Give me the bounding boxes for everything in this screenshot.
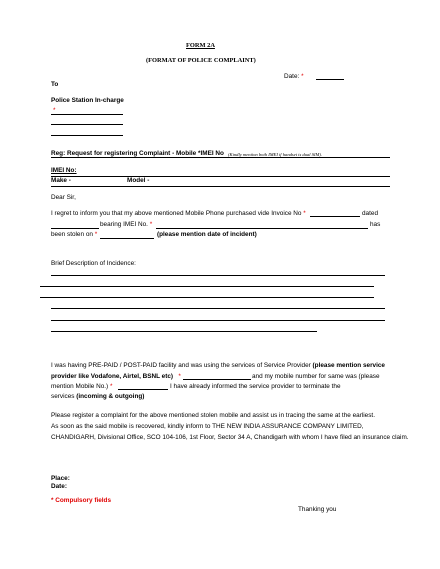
dated-label: dated xyxy=(362,210,378,217)
signature-date-label: Date: xyxy=(51,483,67,490)
reg-subject: Reg: Request for registering Complaint - Mobile *IMEI No xyxy=(51,150,224,157)
recipient-required-marker: * xyxy=(53,107,56,114)
address-line-1[interactable] xyxy=(51,114,123,115)
incident-date-field[interactable] xyxy=(100,238,154,239)
date-field[interactable] xyxy=(316,79,344,80)
brief-description-label: Brief Description of Incidence: xyxy=(51,260,136,267)
recipient-label: Police Station In-charge xyxy=(51,97,124,104)
service-provider-field[interactable] xyxy=(183,379,251,380)
description-line-5[interactable] xyxy=(51,320,385,321)
to-label: To xyxy=(51,81,59,88)
bearing-label: bearing IMEI No. * xyxy=(100,221,153,228)
incident-date-hint: (please mention date of incident) xyxy=(157,231,257,238)
description-line-6[interactable] xyxy=(51,331,317,332)
description-line-4[interactable] xyxy=(51,308,385,309)
date-label: Date: * xyxy=(284,73,304,80)
make-label: Make - xyxy=(51,177,71,184)
place-label: Place: xyxy=(51,475,70,482)
invoice-date-field[interactable] xyxy=(51,228,99,229)
form-subtitle: (FORMAT OF POLICE COMPLAINT) xyxy=(146,57,256,64)
reg-note: (Kindly mention both IMEI if handset is dual SIM). xyxy=(228,152,323,157)
stolen-label: been stolen on * xyxy=(51,231,98,238)
mobile-number-field[interactable] xyxy=(118,389,168,390)
para3-line1: Please register a complaint for the above mentioned stolen mobile and assist us in tracing the same at the earliest. xyxy=(51,412,375,419)
para2-line2b: and my mobile number for same was (please xyxy=(252,373,380,380)
description-line-3[interactable] xyxy=(40,297,374,298)
para2-line3b: I have already informed the service provider to terminate the xyxy=(170,383,341,390)
description-line-1[interactable] xyxy=(51,275,385,276)
para2-line4: services (incoming & outgoing) xyxy=(51,393,145,400)
salutation: Dear Sir, xyxy=(51,194,76,201)
imei-number-field[interactable] xyxy=(156,228,368,229)
imei-label: IMEI No: xyxy=(51,167,77,174)
compulsory-fields-note: * Compulsory fields xyxy=(51,497,112,504)
para2-line2: provider like Vodafone, Airtel, BSNL etc) * xyxy=(51,373,181,380)
form-title: FORM 2A xyxy=(186,42,215,49)
para3-line2: As soon as the said mobile is recovered, kindly inform to THE NEW INDIA ASSURANCE COMPANY LIMITED, xyxy=(51,423,364,430)
address-line-2[interactable] xyxy=(51,124,123,125)
address-line-3[interactable] xyxy=(51,135,123,136)
para1-line1: I regret to inform you that my above mentioned Mobile Phone purchased vide Invoice No * xyxy=(51,210,306,217)
para3-line3: CHANDIGARH, Divisional Office, SCO 104-106, 1st Floor, Sector 34 A, Chandigarh with whom I have filed an insurance claim. xyxy=(51,434,409,441)
description-line-2[interactable] xyxy=(40,286,374,287)
has-label: has xyxy=(370,221,381,228)
para2-line1: I was having PRE-PAID / POST-PAID facility and was using the services of Service Provider (please mention service xyxy=(51,362,385,369)
para2-line3: mention Mobile No.) * xyxy=(51,383,113,390)
make-model-line[interactable] xyxy=(51,186,390,187)
model-label: Model - xyxy=(127,177,150,184)
invoice-number-field[interactable] xyxy=(310,216,360,217)
thanking-you: Thanking you xyxy=(298,506,337,513)
imei-underline[interactable] xyxy=(51,157,390,158)
imei-line[interactable] xyxy=(51,176,390,177)
